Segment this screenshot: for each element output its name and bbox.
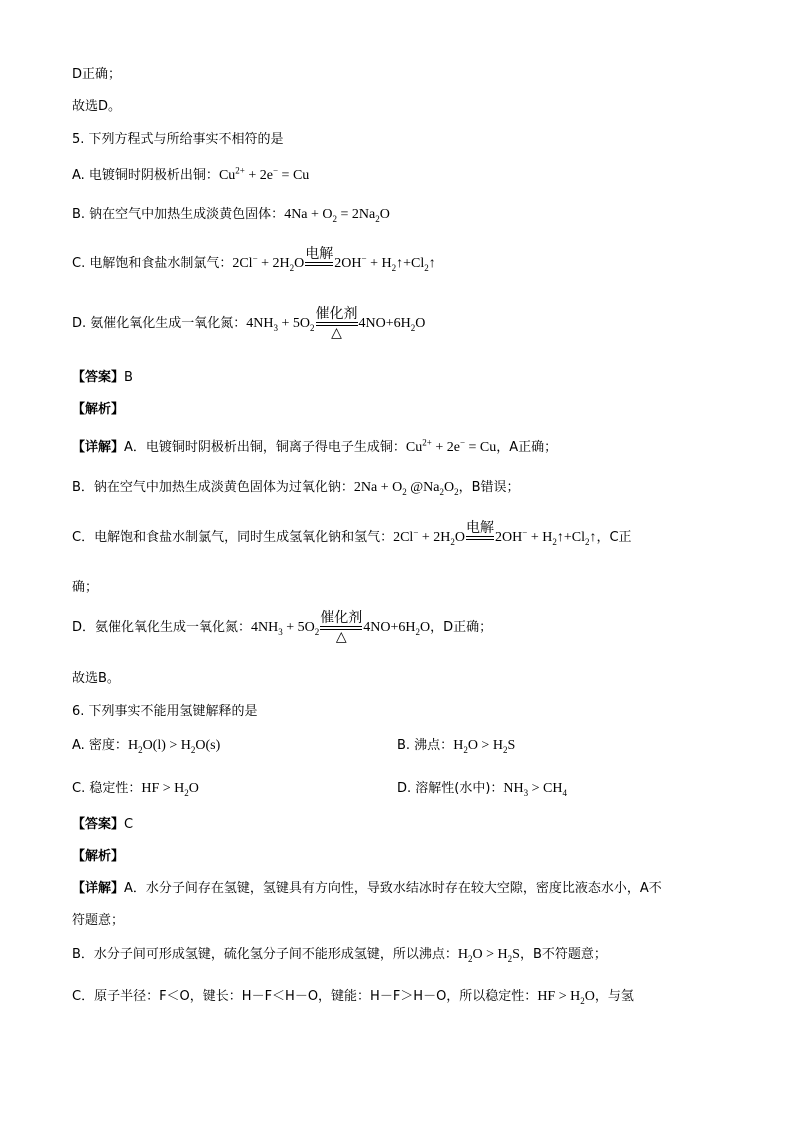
q6-option-c: C. 稳定性：HF > $H_2O$ [72, 781, 199, 798]
q5-option-d-equation: $4NH_3 + 5O_2$ 催化剂 △ $4NO+6H_2O$ [246, 306, 426, 341]
q6-detail-a: 【详解】A．水分子间存在氢键，氢键具有方向性，导致水结冰时存在较大空隙，密度比液态水小，A不 [72, 881, 662, 896]
q5-option-a-equation: $Cu^{2+} + 2e^- = Cu$ [218, 165, 310, 183]
catalyst-arrow: 催化剂 △ [315, 306, 358, 341]
q5-option-b: B. 钠在空气中加热生成淡黄色固体：$4Na + O_2 = 2Na_2O$ [72, 207, 390, 224]
choose-b-line: 故选B。 [72, 671, 120, 686]
q6-answer: 【答案】C [72, 817, 134, 832]
q5-option-c-equation: $2Cl^- + 2H_2O$ 电解 $2OH^- + H_2↑+Cl_2↑$ [232, 256, 435, 271]
q5-stem: 5. 下列方程式与所给事实不相符的是 [72, 132, 284, 147]
q5-option-b-equation: $4Na + O_2 = 2Na_2O$ [284, 207, 390, 224]
electrolysis-arrow: 电解 [466, 520, 494, 556]
choose-d-line: 故选D。 [72, 99, 122, 114]
q5-option-c: C. 电解饱和食盐水制氯气：$2Cl^- + 2H_2O$ 电解 $2OH^- + H_2↑+Cl_2↑$ [72, 246, 436, 282]
q6-analysis-heading: 【解析】 [72, 849, 125, 864]
q5-detail-b: B．钠在空气中加热生成淡黄色固体为过氧化钠：$2Na + O_2$ $@Na_2O_2$，B错误； [72, 480, 520, 497]
d-correct-line: D正确； [72, 67, 122, 82]
q5-answer: 【答案】B [72, 370, 133, 385]
q6-option-a: A. 密度：$H_2O(l) > H_2O(s)$ [72, 738, 221, 755]
q6-detail-c: C．原子半径：F＜O，键长：H－F＜H－O，键能：H－F＞H－O，所以稳定性：HF > $H_2O$，与氢 [72, 989, 634, 1006]
q5-detail-c-continued: 确； [72, 580, 99, 595]
q6-stem: 6. 下列事实不能用氢键解释的是 [72, 704, 258, 719]
q5-analysis-heading: 【解析】 [72, 402, 125, 417]
catalyst-arrow: 催化剂 △ [320, 610, 363, 645]
q5-option-d: D. 氨催化氧化生成一氧化氮：$4NH_3 + 5O_2$ 催化剂 △ $4NO+6H_2O$ [72, 306, 426, 341]
q6-detail-a-continued: 符题意； [72, 913, 125, 928]
q5-detail-a: 【详解】A．电镀铜时阴极析出铜，铜离子得电子生成铜：$Cu^{2+} + 2e^- = Cu$，A正确； [72, 437, 558, 455]
q6-detail-b: B．水分子间可形成氢键，硫化氢分子间不能形成氢键，所以沸点：$H_2O > H_2S$，B不符题意； [72, 947, 607, 964]
q5-detail-d: D．氨催化氧化生成一氧化氮：$4NH_3 + 5O_2$ 催化剂 △ $4NO+6H_2O$，D正确； [72, 610, 493, 645]
q6-option-b: B. 沸点：$H_2O > H_2S$ [397, 738, 516, 755]
q5-detail-c: C．电解饱和食盐水制氯气，同时生成氢氧化钠和氢气：$2Cl^- + 2H_2O$ 电解 $2OH^- + H_2↑+Cl_2↑$，C正 [72, 520, 632, 556]
q5-option-a: A. 电镀铜时阴极析出铜：$Cu^{2+} + 2e^- = Cu$ [72, 165, 310, 183]
electrolysis-arrow: 电解 [305, 246, 333, 282]
q6-option-d: D. 溶解性(水中)：$NH_3 > CH_4$ [397, 781, 567, 798]
